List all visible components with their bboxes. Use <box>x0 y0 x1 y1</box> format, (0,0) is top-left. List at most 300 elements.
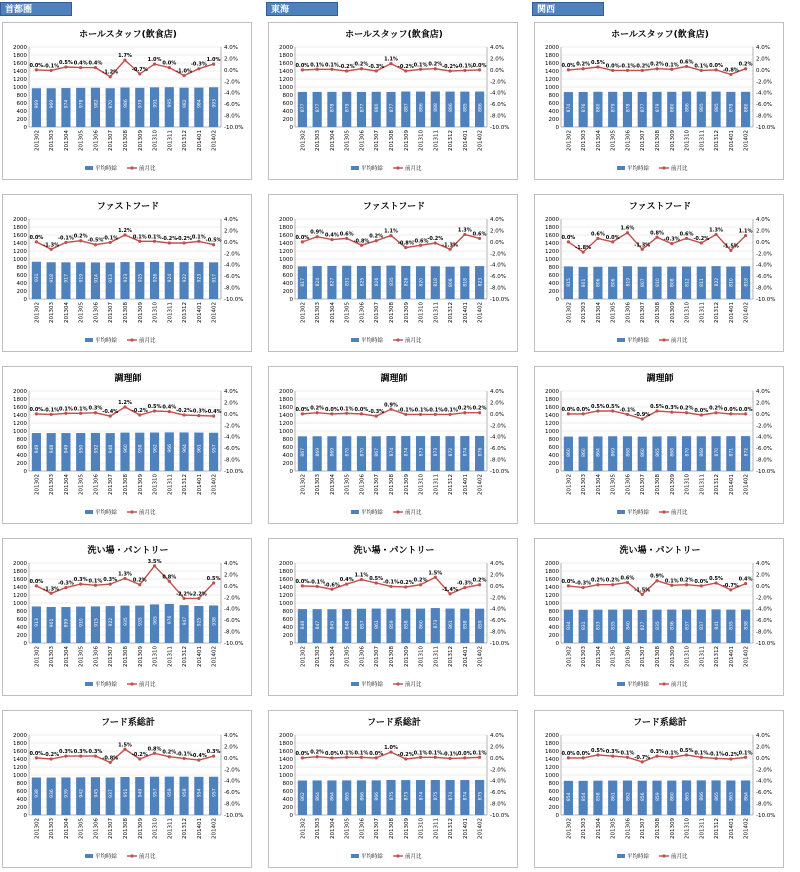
x-tick-label: 201402 <box>477 646 484 667</box>
legend-line-marker <box>396 166 399 169</box>
x-tick-label: 201308 <box>123 818 129 839</box>
line-data-label: -1.3% <box>634 242 651 249</box>
x-tick-label: 201305 <box>344 302 351 323</box>
bar-value-label: 879 <box>655 103 661 113</box>
y-tick-label: 1200 <box>545 77 559 83</box>
line-data-label: -0.4% <box>102 409 119 416</box>
bar-value-label: 938 <box>35 789 41 798</box>
bar-value-label: 923 <box>197 273 203 283</box>
y-tick-label: 400 <box>548 625 559 631</box>
bar-value-label: 862 <box>626 792 632 801</box>
y2-tick-label: 2.0% <box>224 228 238 235</box>
line-data-label: -0.2% <box>397 64 414 70</box>
bar-value-label: 866 <box>360 792 366 801</box>
x-tick-label: 201306 <box>625 130 632 151</box>
legend-bar-label: 平均時給 <box>95 682 118 688</box>
x-tick-label: 201310 <box>684 474 691 495</box>
x-tick-label: 201302 <box>566 474 573 495</box>
y-tick-label: 1800 <box>13 53 27 59</box>
y-tick-label: 600 <box>548 617 559 623</box>
legend-bar-swatch <box>85 510 93 514</box>
bar-value-label: 923 <box>123 273 129 283</box>
bar-value-label: 965 <box>153 616 159 625</box>
y-tick-label: 2000 <box>13 733 27 739</box>
chart-panel <box>2 22 252 180</box>
y-tick-label: 1600 <box>13 61 27 67</box>
line-data-label: -0.1% <box>43 407 60 414</box>
line-data-label: -0.8% <box>102 755 119 762</box>
bar-value-label: 859 <box>389 620 395 629</box>
x-tick-label: 201304 <box>63 302 70 323</box>
y-tick-label: 400 <box>16 625 27 631</box>
bar-value-label: 874 <box>463 447 469 457</box>
x-tick-label: 201312 <box>182 302 189 323</box>
line-data-label: 0.6% <box>590 231 605 238</box>
y2-tick-label: 2.0% <box>756 228 770 235</box>
x-tick-label: 201306 <box>625 474 632 495</box>
legend-bar-label: 平均時給 <box>95 854 118 860</box>
y2-tick-label: 4.0% <box>490 733 504 739</box>
x-tick-label: 201305 <box>78 646 85 667</box>
line-data-label: 0.8% <box>162 574 177 581</box>
legend-line-label: 前月比 <box>671 682 688 688</box>
y-tick-label: 600 <box>282 101 293 107</box>
y-tick-label: 1400 <box>13 585 27 591</box>
x-tick-label: 201307 <box>640 646 647 667</box>
legend-bar-label: 平均時給 <box>361 682 384 688</box>
y2-tick-label: -2.0% <box>224 79 240 86</box>
y-tick-label: 400 <box>548 109 559 115</box>
x-tick-label: 201311 <box>433 818 440 839</box>
x-tick-label: 201310 <box>152 818 159 839</box>
y2-tick-label: -10.0% <box>490 469 510 475</box>
x-tick-label: 201304 <box>63 130 70 151</box>
y2-tick-label: 4.0% <box>224 217 238 223</box>
chart-svg <box>535 367 785 525</box>
legend-bar-label: 平均時給 <box>627 510 650 516</box>
y2-tick-label: 4.0% <box>490 389 504 395</box>
line-data-label: 0.6% <box>679 231 694 238</box>
bar-value-label: 949 <box>35 444 41 454</box>
bar-value-label: 962 <box>153 444 159 453</box>
y-tick-label: 1200 <box>13 593 27 599</box>
y2-tick-label: -8.0% <box>224 285 240 292</box>
x-tick-label: 201307 <box>640 130 647 151</box>
bar-value-label: 858 <box>463 620 469 629</box>
bar-value-label: 827 <box>641 621 647 631</box>
legend-line-marker <box>396 510 399 513</box>
y2-tick-label: 4.0% <box>756 733 770 739</box>
y-tick-label: 800 <box>16 93 27 99</box>
bar-value-label: 875 <box>389 791 395 801</box>
x-tick-label: 201309 <box>137 474 144 495</box>
chart-title: フード系総計 <box>633 718 687 728</box>
x-tick-label: 201308 <box>123 302 129 323</box>
x-tick-label: 201311 <box>167 474 174 495</box>
y-tick-label: 2000 <box>279 217 293 223</box>
x-tick-label: 201309 <box>669 302 676 323</box>
chart-svg <box>535 23 785 181</box>
y2-tick-label: -10.0% <box>756 125 776 131</box>
x-tick-label: 201401 <box>462 818 469 839</box>
y-tick-label: 600 <box>282 617 293 623</box>
line-data-label: 0.5% <box>58 60 73 66</box>
x-tick-label: 201305 <box>78 130 85 151</box>
legend-line-label: 前月比 <box>671 338 688 344</box>
line-data-label: 0.5% <box>605 404 620 410</box>
bar-value-label: 969 <box>35 99 41 109</box>
y-tick-label: 2000 <box>279 733 293 739</box>
x-tick-label: 201302 <box>566 646 573 667</box>
y-tick-label: 1200 <box>279 249 293 255</box>
y2-tick-label: 4.0% <box>224 561 238 567</box>
x-tick-label: 201305 <box>344 646 351 667</box>
line-data-label: -0.7% <box>722 582 739 589</box>
line-data-label: -0.1% <box>309 579 326 586</box>
y-tick-label: 0 <box>23 297 27 303</box>
bar-value-label: 931 <box>35 273 41 283</box>
line-data-label: 0.0% <box>324 750 339 757</box>
x-tick-label: 201307 <box>640 818 647 839</box>
chart-title: 洗い場・パントリー <box>353 546 435 556</box>
y-tick-label: 1200 <box>545 421 559 427</box>
y-tick-label: 1000 <box>545 773 559 779</box>
bar-value-label: 810 <box>655 278 661 287</box>
y2-tick-label: -2.0% <box>490 767 506 774</box>
y-tick-label: 1000 <box>13 773 27 779</box>
y-tick-label: 2000 <box>545 561 559 567</box>
bar-value-label: 825 <box>360 277 366 287</box>
y-tick-label: 200 <box>548 461 559 467</box>
bar-value-label: 859 <box>655 792 661 801</box>
bar-value-label: 826 <box>404 277 410 287</box>
x-tick-label: 201302 <box>566 302 573 323</box>
x-tick-label: 201312 <box>714 818 721 839</box>
bar-value-label: 914 <box>94 274 100 283</box>
bar-value-label: 888 <box>434 103 440 112</box>
x-tick-label: 201304 <box>595 646 602 667</box>
y2-tick-label: 2.0% <box>756 400 770 407</box>
y2-tick-label: -8.0% <box>756 285 772 292</box>
legend-bar-swatch <box>85 682 93 686</box>
bar-value-label: 874 <box>404 447 410 457</box>
y2-tick-label: 2.0% <box>490 228 504 235</box>
line-data-label: 0.4% <box>738 576 753 583</box>
bar-value-label: 869 <box>315 447 321 457</box>
y2-tick-label: -2.0% <box>224 595 240 602</box>
line-data-label: 0.0% <box>561 406 576 413</box>
x-tick-label: 201310 <box>684 646 691 667</box>
bar-value-label: 942 <box>79 789 85 798</box>
x-tick-label: 201312 <box>714 474 721 495</box>
y-tick-label: 600 <box>16 789 27 795</box>
legend-line-marker <box>130 682 133 685</box>
x-tick-label: 201303 <box>49 302 56 323</box>
x-tick-label: 201307 <box>108 646 115 667</box>
x-tick-label: 201308 <box>655 818 661 839</box>
x-tick-label: 201309 <box>137 302 144 323</box>
y2-tick-label: 0.0% <box>490 583 504 590</box>
bar-value-label: 861 <box>448 620 454 629</box>
x-tick-label: 201304 <box>63 818 70 839</box>
x-tick-label: 201402 <box>211 818 218 839</box>
y-tick-label: 800 <box>282 781 293 787</box>
bar-value-label: 868 <box>700 447 706 457</box>
y-tick-label: 0 <box>289 125 293 131</box>
x-tick-label: 201303 <box>581 302 588 323</box>
x-tick-label: 201303 <box>581 130 588 151</box>
line-data-label: 0.5% <box>147 404 162 410</box>
x-tick-label: 201305 <box>610 818 617 839</box>
line-data-label: 0.4% <box>88 60 103 67</box>
bar-value-label: 880 <box>670 103 676 113</box>
x-tick-label: 201310 <box>152 302 159 323</box>
bar-value-label: 818 <box>434 277 440 287</box>
x-tick-label: 201402 <box>211 302 218 323</box>
legend-line-marker <box>130 166 133 169</box>
bar-value-label: 815 <box>567 278 573 287</box>
bar-value-label: 869 <box>330 447 336 457</box>
x-tick-label: 201310 <box>418 818 425 839</box>
line-data-label: 1.0% <box>147 57 162 64</box>
y-tick-label: 600 <box>282 789 293 795</box>
legend-line-marker <box>396 854 399 857</box>
x-tick-label: 201310 <box>684 818 691 839</box>
bar-value-label: 970 <box>109 99 115 109</box>
bar-value-label: 835 <box>389 277 395 286</box>
x-tick-label: 201303 <box>315 818 322 839</box>
y-tick-label: 400 <box>16 109 27 115</box>
x-tick-label: 201310 <box>418 646 425 667</box>
y-tick-label: 0 <box>23 469 27 475</box>
line-data-label: -0.2% <box>131 752 148 758</box>
bar-value-label: 860 <box>567 448 573 457</box>
bar-value-label: 945 <box>94 788 100 798</box>
y-tick-label: 2000 <box>279 561 293 567</box>
x-tick-label: 201306 <box>625 818 632 839</box>
y-tick-label: 0 <box>555 469 559 475</box>
legend-bar-label: 平均時給 <box>95 166 118 172</box>
line-data-label: 0.3% <box>206 749 221 756</box>
line-data-label: 0.1% <box>354 750 369 757</box>
y2-tick-label: -8.0% <box>490 285 506 292</box>
x-tick-label: 201307 <box>374 474 381 495</box>
bar-value-label: 984 <box>197 99 203 108</box>
x-tick-label: 201307 <box>640 474 647 495</box>
bar-value-label: 860 <box>670 792 676 801</box>
y-tick-label: 1400 <box>279 241 293 247</box>
bar-value-label: 806 <box>596 278 602 288</box>
x-tick-label: 201307 <box>374 646 381 667</box>
bar-value-label: 877 <box>360 103 366 113</box>
bar-value-label: 886 <box>478 103 484 112</box>
bar-value-label: 917 <box>64 274 70 283</box>
x-tick-label: 201304 <box>595 818 602 839</box>
y-tick-label: 0 <box>555 297 559 303</box>
line-data-label: 0.0% <box>324 406 339 413</box>
y-tick-label: 1800 <box>545 225 559 231</box>
x-tick-label: 201304 <box>329 646 336 667</box>
y-tick-label: 1600 <box>13 749 27 755</box>
chart-svg <box>269 711 519 869</box>
line-data-label: -1.3% <box>43 242 60 249</box>
bar-value-label: 864 <box>330 792 336 801</box>
line-data-label: 0.8% <box>147 746 162 753</box>
x-tick-label: 201401 <box>728 474 735 495</box>
y2-tick-label: -2.0% <box>224 767 240 774</box>
x-tick-label: 201310 <box>152 130 159 151</box>
legend-line-label: 前月比 <box>139 338 156 344</box>
y2-tick-label: 4.0% <box>490 45 504 51</box>
x-tick-label: 201401 <box>196 130 203 151</box>
line-data-label: 1.5% <box>118 742 132 749</box>
y2-tick-label: -10.0% <box>490 125 510 131</box>
y2-tick-label: 0.0% <box>490 239 504 246</box>
bar-value-label: 960 <box>123 444 129 453</box>
line-data-label: 0.1% <box>324 62 339 69</box>
y-tick-label: 200 <box>16 633 27 639</box>
bar-value-label: 827 <box>330 277 336 287</box>
line-data-label: -0.2% <box>442 64 459 70</box>
line-data-label: -1.3% <box>43 586 60 593</box>
bar-value-label: 870 <box>345 447 351 457</box>
chart-panel <box>268 710 518 868</box>
x-tick-label: 201401 <box>728 302 735 323</box>
line-data-label: 0.2% <box>413 577 428 584</box>
bar-value-label: 868 <box>626 447 632 457</box>
y-tick-label: 800 <box>548 437 559 443</box>
bar-value-label: 949 <box>64 444 70 454</box>
legend-line-label: 前月比 <box>405 338 422 344</box>
x-tick-label: 201312 <box>182 646 189 667</box>
legend-line-marker <box>130 338 133 341</box>
legend-line-marker <box>662 682 665 685</box>
x-tick-label: 201311 <box>699 130 706 151</box>
y-tick-label: 800 <box>282 609 293 615</box>
y-tick-label: 800 <box>548 265 559 271</box>
x-tick-label: 201306 <box>93 646 100 667</box>
y-tick-label: 2000 <box>545 45 559 51</box>
bar-value-label: 867 <box>301 448 307 457</box>
line-data-label: -1.5% <box>634 587 651 594</box>
y-tick-label: 1800 <box>279 569 293 575</box>
line-data-label: 1.1% <box>738 228 753 235</box>
y2-tick-label: -2.0% <box>490 423 506 430</box>
legend-bar-swatch <box>351 338 359 342</box>
x-tick-label: 201312 <box>714 646 721 667</box>
legend-bar-swatch <box>617 510 625 514</box>
y-tick-label: 600 <box>548 273 559 279</box>
bar-value-label: 870 <box>685 447 691 457</box>
y-tick-label: 1600 <box>13 577 27 583</box>
bar-value-label: 875 <box>478 791 484 801</box>
y2-tick-label: 4.0% <box>490 217 504 223</box>
x-tick-label: 201309 <box>403 302 410 323</box>
bar-value-label: 986 <box>123 99 129 108</box>
line-data-label: 0.0% <box>694 408 709 414</box>
x-tick-label: 201306 <box>359 302 366 323</box>
bar-value-label: 856 <box>641 792 647 802</box>
y-tick-label: 1200 <box>13 765 27 771</box>
y2-tick-label: 4.0% <box>756 389 770 395</box>
line-data-label: -0.4% <box>190 753 207 760</box>
chart-svg <box>269 539 519 697</box>
legend-bar-swatch <box>351 510 359 514</box>
x-tick-label: 201304 <box>63 646 70 667</box>
y-tick-label: 1800 <box>13 225 27 231</box>
y-tick-label: 800 <box>282 437 293 443</box>
y2-tick-label: -4.0% <box>224 778 240 785</box>
y2-tick-label: -8.0% <box>224 113 240 120</box>
chart-title: 調理師 <box>646 374 674 384</box>
legend-bar-label: 平均時給 <box>95 338 118 344</box>
line-data-label: 0.5% <box>590 404 605 410</box>
x-tick-label: 201307 <box>374 302 381 323</box>
x-tick-label: 201401 <box>462 474 469 495</box>
y2-tick-label: 0.0% <box>756 755 770 762</box>
bar-value-label: 866 <box>700 792 706 801</box>
legend-line-marker <box>662 510 665 513</box>
bar-value-label: 951 <box>123 788 129 798</box>
bar-value-label: 817 <box>301 278 307 287</box>
bar-value-label: 948 <box>109 444 115 454</box>
legend-bar-label: 平均時給 <box>361 338 384 344</box>
bar-value-label: 874 <box>389 447 395 457</box>
x-tick-label: 201304 <box>329 130 336 151</box>
bar-value-label: 841 <box>714 621 720 630</box>
bar-value-label: 808 <box>670 278 676 287</box>
line-data-label: 0.3% <box>88 749 103 756</box>
y-tick-label: 1800 <box>13 569 27 575</box>
y2-tick-label: 0.0% <box>224 755 238 762</box>
y2-tick-label: -2.0% <box>224 251 240 258</box>
x-tick-label: 201307 <box>108 818 115 839</box>
x-tick-label: 201308 <box>389 130 395 151</box>
line-data-label: 1.2% <box>118 400 132 406</box>
bar-value-label: 872 <box>448 447 454 457</box>
line-data-label: 0.6% <box>472 231 487 238</box>
line-data-label: -0.5% <box>87 237 104 244</box>
line-data-label: 3.5% <box>147 558 162 565</box>
y2-tick-label: -6.0% <box>224 618 240 625</box>
line-data-label: -0.1% <box>383 579 399 586</box>
line-data-label: -0.1% <box>442 751 459 758</box>
y-tick-label: 600 <box>282 445 293 451</box>
bar-value-label: 910 <box>79 618 85 627</box>
x-tick-label: 201312 <box>448 302 455 323</box>
bar-value-label: 939 <box>64 789 70 798</box>
bar-value-label: 958 <box>182 788 188 797</box>
y2-tick-label: -10.0% <box>224 469 244 475</box>
bar-value-label: 922 <box>109 617 115 627</box>
x-tick-label: 201309 <box>403 818 410 839</box>
x-tick-label: 201401 <box>728 818 735 839</box>
line-data-label: -0.6% <box>323 582 340 589</box>
bar-value-label: 878 <box>330 103 336 113</box>
y2-tick-label: -6.0% <box>490 446 506 453</box>
line-data-label: 0.8% <box>650 230 664 237</box>
line-data-label: 0.4% <box>162 404 177 411</box>
line-data-label: 0.0% <box>295 750 310 757</box>
y-tick-label: 2000 <box>545 733 559 739</box>
line-data-label: 0.0% <box>354 406 369 413</box>
line-data-label: -0.3% <box>57 580 74 587</box>
x-tick-label: 201310 <box>152 474 159 495</box>
bar-value-label: 865 <box>655 448 661 457</box>
legend-line-marker <box>396 338 399 341</box>
y2-tick-label: 4.0% <box>224 733 238 739</box>
y-tick-label: 0 <box>23 813 27 819</box>
